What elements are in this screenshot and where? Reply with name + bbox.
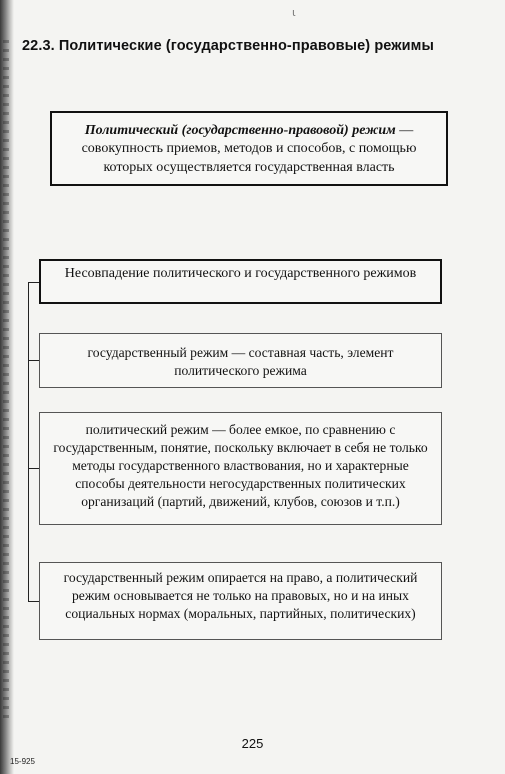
mismatch-heading-text: Несовпадение политического и государственного режимов [64,266,417,281]
connector-sub-3 [28,601,39,602]
print-signature-code: 15-925 [10,757,35,766]
page-number: 225 [241,736,264,751]
definition-dash: — [395,123,414,138]
top-mark: ι [292,6,296,19]
definition-line-1: совокупность приемов, методов и способов, с помощью [81,141,417,157]
sub-box-3-text: государственный режим опирается на право, а политический режим основывается не только на правовых, но и на иных социальных нормах (моральных, партийных, политических) [63,570,418,621]
book-spine-shadow [0,0,14,774]
connector-sub-2 [28,468,39,469]
sub-box-political-regime [39,412,442,525]
mismatch-heading-box [39,259,442,304]
sub-box-2-text: политический режим — более емкое, по сравнению с государственным, понятие, поскольку включает в себя не только методы государственного властвования, но и характерные способы деятельности негосударственных политических организаций (партий, движений, клубов, союзов и т.п.) [53,422,428,509]
definition-term: Политический (государственно-правовой) режим [84,123,396,138]
sub-box-state-regime [39,333,442,388]
spine-texture [3,40,9,720]
connector-main [28,282,39,283]
sub-box-law-basis [39,562,442,640]
section-heading: 22.3. Политические (государственно-правовые) режимы [22,38,434,54]
definition-box [50,111,448,186]
connector-sub-1 [28,360,39,361]
sub-box-1-text: государственный режим — составная часть, элемент политического режима [87,345,394,378]
connector-vertical [28,282,29,602]
definition-line-2: которых осуществляется государственная власть [103,159,395,175]
